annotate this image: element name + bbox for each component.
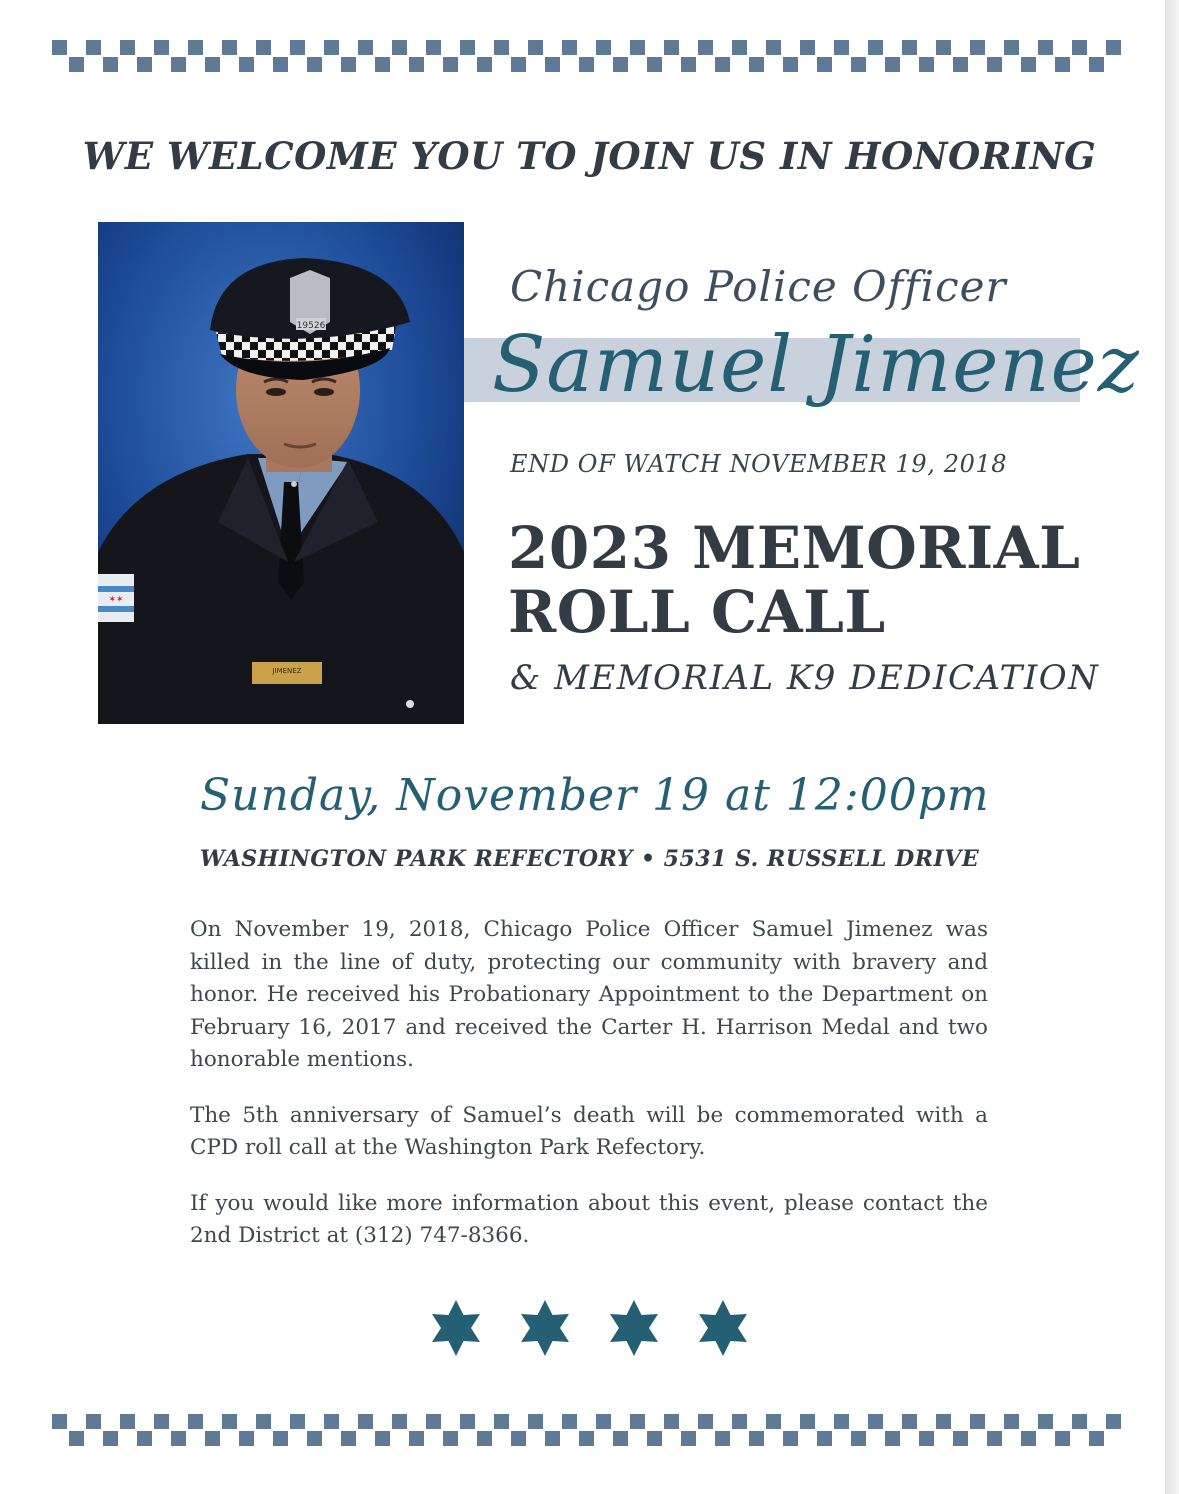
checker-square: [766, 40, 781, 55]
checker-square: [630, 40, 645, 55]
description-paragraph: If you would like more information about this event, please contact the 2nd District at (312) 747-8366.: [190, 1190, 988, 1248]
checker-square: [358, 40, 373, 55]
checker-square: [171, 1431, 186, 1446]
checker-square: [290, 40, 305, 55]
checker-square: [222, 1414, 237, 1429]
checker-square: [545, 57, 560, 72]
checker-square: [528, 1414, 543, 1429]
checker-square: [477, 57, 492, 72]
description-paragraph: On November 19, 2018, Chicago Police Officer Samuel Jimenez was killed in the line of duty, protecting our community with bravery and honor. He received his Probationary Appointment to the Department on February 16, 2017 and received the Carter H. Harrison Medal and two honorable mentions.: [190, 917, 988, 1072]
checker-square: [834, 40, 849, 55]
checker-square: [52, 1414, 67, 1429]
checker-square: [426, 1414, 441, 1429]
checker-square: [1072, 1414, 1087, 1429]
checker-square: [154, 40, 169, 55]
checker-square: [664, 1414, 679, 1429]
checker-square: [1021, 1431, 1036, 1446]
checker-square: [630, 1414, 645, 1429]
six-point-star-icon: [602, 1296, 666, 1360]
checker-square: [1021, 57, 1036, 72]
checker-square: [460, 40, 475, 55]
checker-square: [443, 57, 458, 72]
checker-square: [392, 40, 407, 55]
nameplate-text: JIMENEZ: [272, 667, 302, 675]
checker-square: [817, 1431, 832, 1446]
checker-square: [749, 57, 764, 72]
event-location: WASHINGTON PARK REFECTORY • 5531 S. RUSSELL DRIVE: [199, 846, 980, 872]
checker-square: [205, 1431, 220, 1446]
event-title-line1: 2023 MEMORIAL: [508, 514, 1081, 582]
checker-border-bottom: [52, 1414, 1126, 1448]
six-point-star-icon: [513, 1296, 577, 1360]
checker-square: [681, 1431, 696, 1446]
six-point-star-icon: [691, 1296, 755, 1360]
checker-square: [817, 57, 832, 72]
checker-square: [1004, 40, 1019, 55]
checker-square: [426, 40, 441, 55]
checker-square: [783, 57, 798, 72]
checker-square: [137, 57, 152, 72]
checker-border-top: [52, 40, 1126, 74]
checker-square: [375, 1431, 390, 1446]
checker-square: [528, 40, 543, 55]
checker-square: [715, 1431, 730, 1446]
checker-square: [511, 57, 526, 72]
checker-square: [477, 1431, 492, 1446]
checker-square: [902, 40, 917, 55]
checker-square: [902, 1414, 917, 1429]
checker-square: [222, 40, 237, 55]
welcome-heading: WE WELCOME YOU TO JOIN US IN HONORING: [82, 134, 1097, 178]
officer-photo: [98, 222, 464, 724]
checker-square: [970, 40, 985, 55]
checker-square: [919, 57, 934, 72]
checker-square: [409, 1431, 424, 1446]
event-title-line2: ROLL CALL: [508, 578, 886, 646]
star-row: [0, 1296, 1179, 1360]
checker-square: [392, 1414, 407, 1429]
checker-square: [86, 1414, 101, 1429]
checker-square: [1004, 1414, 1019, 1429]
checker-square: [307, 1431, 322, 1446]
hat-badge-number: 19526: [296, 321, 326, 331]
checker-square: [1038, 1414, 1053, 1429]
checker-square: [188, 1414, 203, 1429]
checker-square: [358, 1414, 373, 1429]
checker-square: [613, 1431, 628, 1446]
checker-square: [460, 1414, 475, 1429]
checker-square: [69, 1431, 84, 1446]
checker-square: [613, 57, 628, 72]
checker-square: [494, 1414, 509, 1429]
checker-square: [987, 57, 1002, 72]
checker-square: [868, 1414, 883, 1429]
checker-square: [1055, 57, 1070, 72]
checker-square: [341, 57, 356, 72]
checker-square: [953, 57, 968, 72]
checker-square: [256, 1414, 271, 1429]
checker-square: [834, 1414, 849, 1429]
checker-square: [120, 40, 135, 55]
checker-square: [137, 1431, 152, 1446]
checker-square: [919, 1431, 934, 1446]
six-point-star-icon: [424, 1296, 488, 1360]
checker-square: [239, 1431, 254, 1446]
checker-square: [936, 1414, 951, 1429]
checker-square: [273, 1431, 288, 1446]
checker-square: [970, 1414, 985, 1429]
checker-square: [375, 57, 390, 72]
event-title: [508, 516, 1080, 644]
checker-square: [851, 57, 866, 72]
checker-square: [732, 40, 747, 55]
checker-square: [562, 40, 577, 55]
checker-square: [800, 1414, 815, 1429]
checker-square: [596, 40, 611, 55]
checker-square: [715, 57, 730, 72]
event-description: [190, 914, 988, 1276]
checker-square: [698, 40, 713, 55]
checker-square: [1055, 1431, 1070, 1446]
checker-square: [494, 40, 509, 55]
checker-square: [749, 1431, 764, 1446]
checker-square: [783, 1431, 798, 1446]
description-paragraph: The 5th anniversary of Samuel’s death will be commemorated with a CPD roll call at the Washington Park Refectory.: [190, 1102, 988, 1160]
checker-square: [69, 57, 84, 72]
checker-square: [1089, 57, 1104, 72]
checker-square: [256, 40, 271, 55]
checker-square: [290, 1414, 305, 1429]
checker-square: [1072, 40, 1087, 55]
checker-square: [800, 40, 815, 55]
event-datetime: Sunday, November 19 at 12:00pm: [200, 770, 990, 821]
checker-square: [987, 1431, 1002, 1446]
checker-square: [188, 40, 203, 55]
checker-square: [239, 57, 254, 72]
checker-square: [103, 57, 118, 72]
checker-square: [1038, 40, 1053, 55]
checker-square: [562, 1414, 577, 1429]
honoree-name: Samuel Jimenez: [492, 320, 1140, 410]
checker-square: [1106, 40, 1121, 55]
honoree-title: Chicago Police Officer: [510, 262, 1007, 311]
checker-square: [443, 1431, 458, 1446]
checker-square: [273, 57, 288, 72]
checker-square: [1106, 1414, 1121, 1429]
checker-square: [868, 40, 883, 55]
checker-square: [851, 1431, 866, 1446]
checker-square: [936, 40, 951, 55]
checker-square: [885, 1431, 900, 1446]
flag-stars: ✶✶: [108, 595, 124, 605]
checker-square: [596, 1414, 611, 1429]
checker-square: [681, 57, 696, 72]
checker-square: [579, 1431, 594, 1446]
checker-square: [154, 1414, 169, 1429]
checker-square: [664, 40, 679, 55]
checker-square: [647, 1431, 662, 1446]
checker-square: [120, 1414, 135, 1429]
checker-square: [511, 1431, 526, 1446]
checker-square: [732, 1414, 747, 1429]
checker-square: [205, 57, 220, 72]
checker-square: [885, 57, 900, 72]
checker-square: [766, 1414, 781, 1429]
checker-square: [324, 40, 339, 55]
checker-square: [647, 57, 662, 72]
checker-square: [341, 1431, 356, 1446]
checker-square: [698, 1414, 713, 1429]
checker-square: [545, 1431, 560, 1446]
checker-square: [1089, 1431, 1104, 1446]
checker-square: [953, 1431, 968, 1446]
checker-square: [324, 1414, 339, 1429]
checker-square: [171, 57, 186, 72]
end-of-watch: END OF WATCH NOVEMBER 19, 2018: [510, 450, 1008, 478]
checker-square: [103, 1431, 118, 1446]
event-subtitle: & MEMORIAL K9 DEDICATION: [510, 658, 1100, 698]
page-edge: [1165, 0, 1179, 1494]
checker-square: [86, 40, 101, 55]
checker-square: [307, 57, 322, 72]
checker-square: [52, 40, 67, 55]
checker-square: [409, 57, 424, 72]
checker-square: [579, 57, 594, 72]
